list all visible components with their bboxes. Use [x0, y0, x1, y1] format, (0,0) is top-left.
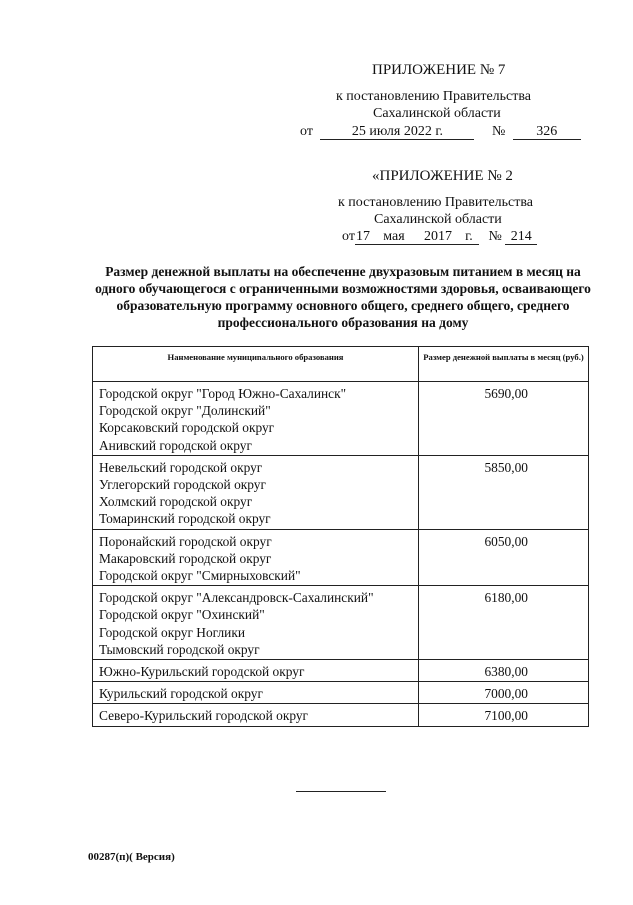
municipality-name: Поронайский городской округ	[99, 533, 272, 549]
amount-cell: 6050,00	[419, 529, 589, 586]
municipality-name: Городской округ "Город Южно-Сахалинск"	[99, 386, 347, 401]
municipality-name: Городской округ "Александровск-Сахалинский"	[99, 590, 374, 606]
annex-line-2: Сахалинской области	[373, 106, 501, 121]
municipality-name: Анивский городской округ	[99, 437, 252, 453]
annex-title: ПРИЛОЖЕНИЕ № 7	[372, 62, 506, 78]
municipality-name: Невельский городской округ	[99, 459, 263, 475]
annex-original-year-suffix: г.	[459, 229, 479, 245]
amount-cell: 5690,00	[419, 382, 589, 456]
municipality-name: Городской округ "Смирныховский"	[99, 568, 301, 584]
document-title: Размер денежной выплаты на обеспеченне двухразовым питанием в месяц на одного обучающегося с ограниченными возможностями здоровья, осваивающего образовательную программу основного общего, среднего общего, среднего профессионального образования на дому	[95, 264, 591, 330]
municipality-name: Городской округ "Охинский"	[99, 607, 265, 623]
table-row	[93, 704, 589, 726]
annex-original-month: мая	[371, 229, 417, 245]
table-row	[93, 682, 589, 704]
table-row	[93, 660, 589, 682]
table-row	[93, 529, 589, 586]
municipality-name: Городской округ Ноглики	[99, 624, 246, 640]
annex-original-line-1: к постановлению Правительства	[338, 195, 534, 210]
municipality-name: Холмский городской округ	[99, 494, 253, 510]
municipality-cell	[93, 529, 419, 586]
annex-original-date-row	[342, 229, 602, 245]
annex-original-line-2: Сахалинской области	[374, 212, 502, 227]
annex-date: 25 июля 2022 г.	[320, 124, 474, 140]
annex-original-title: «ПРИЛОЖЕНИЕ № 2	[372, 168, 513, 184]
amount-cell: 7100,00	[419, 704, 589, 726]
annex-original-number-label: №	[488, 229, 502, 244]
table-row	[93, 382, 589, 456]
annex-original-number: 214	[505, 229, 537, 245]
annex-number: 326	[513, 124, 581, 140]
municipality-name: Углегорский городской округ	[99, 477, 266, 493]
municipality-cell	[93, 455, 419, 529]
footer-code: 00287(п)( Версия)	[88, 851, 175, 863]
amount-cell: 6180,00	[419, 586, 589, 660]
payment-table	[92, 346, 589, 727]
annex-number-label: №	[491, 124, 506, 139]
annex-from-label: от	[300, 124, 313, 139]
header-municipality: Нанменование мунициnального образования	[93, 347, 419, 382]
annex-original-year: 2017	[417, 229, 459, 245]
municipality-name: Корсаковский городской округ	[99, 420, 275, 436]
amount-cell: 6380,00	[419, 660, 589, 682]
annex-original-day: 17	[355, 229, 370, 244]
annex-line-1: к постановлению Правительства	[336, 89, 532, 104]
municipality-name: Южно-Курильский городской округ	[99, 664, 305, 680]
table-row	[93, 455, 589, 529]
municipality-name: Курильский городской округ	[99, 686, 263, 702]
table-body	[93, 382, 589, 727]
header-amount: Размер денежной выплаты в месяц (руб.)	[419, 347, 589, 382]
municipality-cell	[93, 660, 419, 682]
municipality-cell	[93, 704, 419, 726]
municipality-cell	[93, 382, 419, 456]
table-row	[93, 586, 589, 660]
annex-date-row	[300, 124, 600, 140]
municipality-name: Томаринский городской округ	[99, 511, 271, 527]
amount-cell: 5850,00	[419, 455, 589, 529]
table-header-row	[93, 347, 589, 382]
municipality-cell	[93, 682, 419, 704]
municipality-cell	[93, 586, 419, 660]
amount-cell: 7000,00	[419, 682, 589, 704]
municipality-name: Тымовский городской округ	[99, 641, 260, 657]
municipality-name: Городской округ "Долинский"	[99, 403, 271, 419]
separator-line	[296, 791, 386, 792]
municipality-name: Северо-Курильский городской округ	[99, 708, 309, 724]
annex-original-from-label: от	[342, 229, 355, 244]
municipality-name: Макаровский городской округ	[99, 550, 272, 566]
